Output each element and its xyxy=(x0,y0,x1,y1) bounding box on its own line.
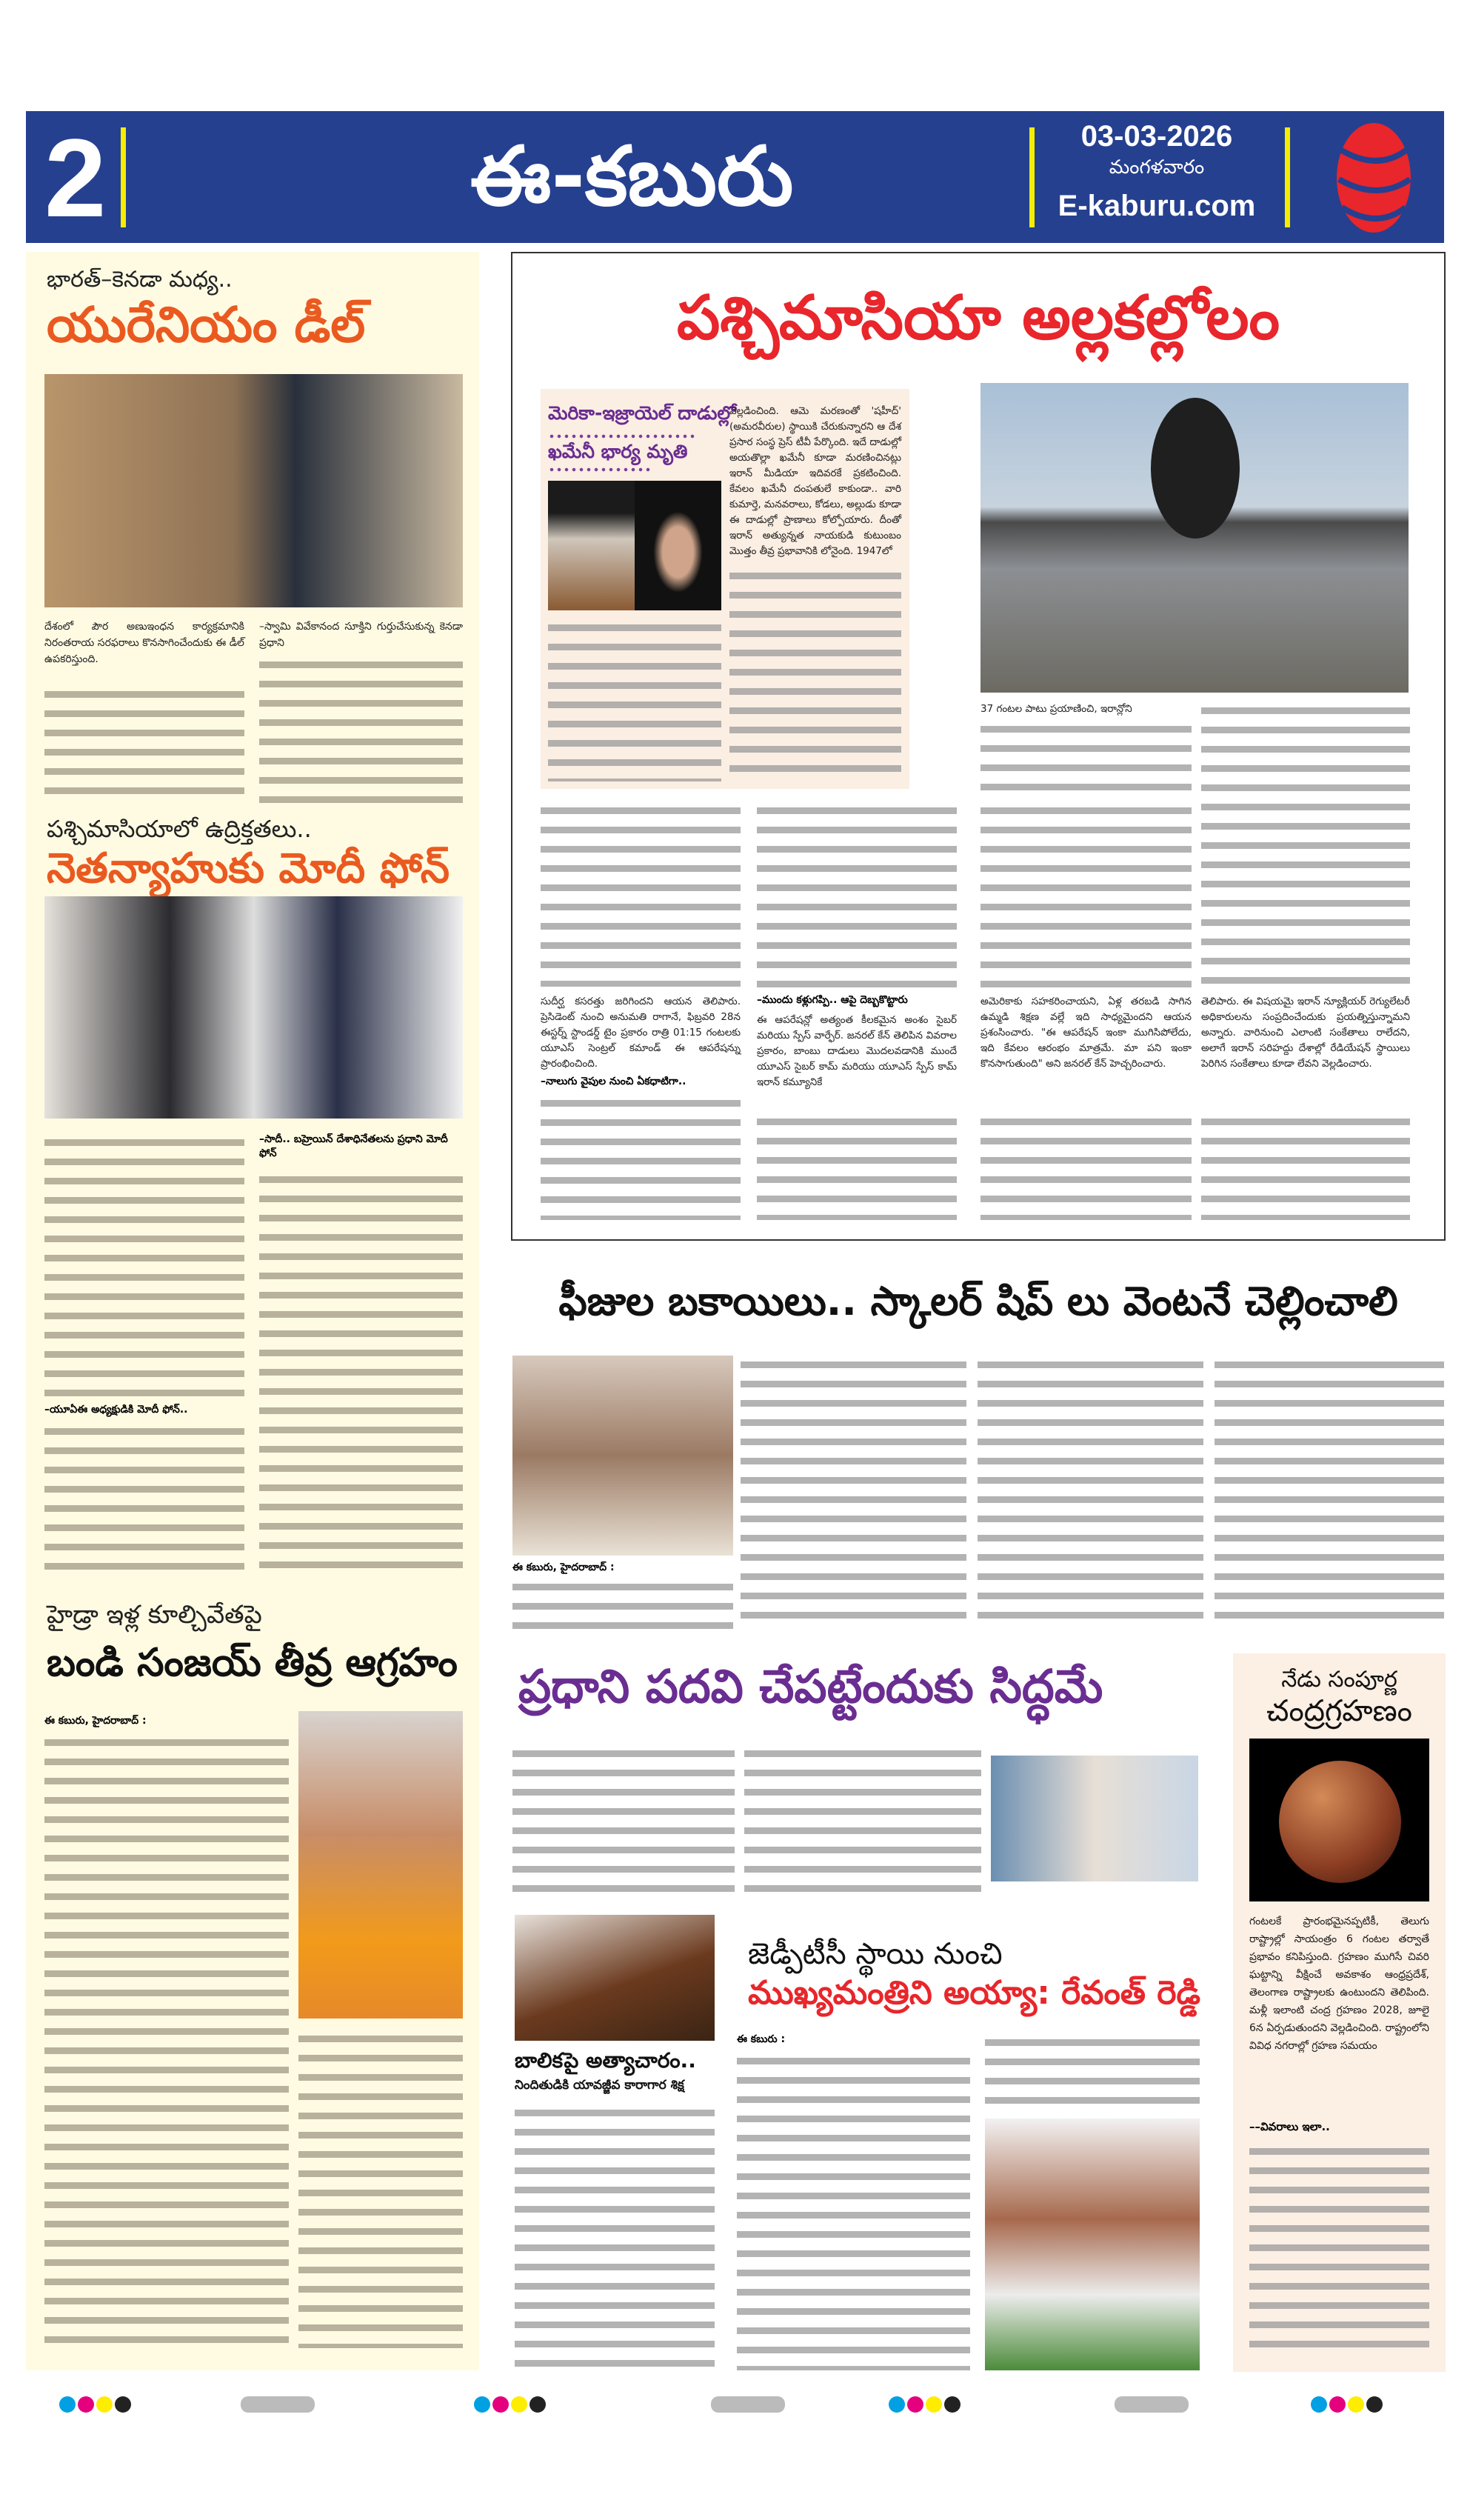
lead-headline: పశ్చిమాసియా అల్లకల్లోలం xyxy=(676,283,1280,353)
story-kicker: జెడ్పీటీసీ స్థాయి నుంచి xyxy=(748,1937,1003,1971)
article-text-block xyxy=(741,1356,966,1630)
registration-bar xyxy=(241,2396,315,2413)
brand-logo-icon xyxy=(1333,120,1414,235)
divider xyxy=(121,127,126,227)
box-text: వెల్లడించింది. ఆమె మరణంతో 'షహీద్' (అమరవీరుల) స్థాయికి చేరుకున్నారని ఆ దేశ ప్రసార సంస్థ ప్రెస్ టీవీ పేర్కొంది. ఇదే దాడుల్లో అయతొల్లా ఖమేనీ కూడా మరణించినట్లు ఇరాన్ మీడియా ఇదివరకే ప్రకటించింది. కేవలం ఖమేనీ దంపతులే కాకుండా.. వారి కుమార్తె, మనవరాలు, కోడలు, అల్లుడు కూడా ఈ దాడుల్లో ప్రాణాలు కోల్పోయారు. దీంతో ఇరాన్ అత్యున్నత నాయకుడి కుటుంబం మొత్తం తీవ్ర ప్రభావానికి లోనైంది. 1947లో xyxy=(729,405,901,557)
article-text-block xyxy=(298,2030,463,2348)
article-text-block xyxy=(1249,2142,1429,2357)
divider xyxy=(1285,127,1290,227)
page-number: 2 xyxy=(44,116,107,240)
lead-story-box xyxy=(511,252,1446,1241)
divider xyxy=(1029,127,1035,227)
article-text-block xyxy=(978,1356,1203,1630)
article-text-block xyxy=(259,656,463,804)
registration-bar xyxy=(711,2396,785,2413)
article-text-block xyxy=(515,2104,715,2370)
article-text-block xyxy=(541,1094,741,1220)
box-headline: చంద్రగ్రహణం xyxy=(1266,1694,1412,1728)
photo-smoke-over-city xyxy=(980,383,1409,693)
box-headline: ఖమేనీ భార్య మృతి xyxy=(548,441,688,462)
article-text-block xyxy=(980,1113,1192,1220)
registration-marks xyxy=(1311,2396,1385,2413)
dateline: ఈ కబురు : xyxy=(737,2033,786,2045)
article-text-block xyxy=(1201,701,1410,994)
smoke-plume xyxy=(1151,398,1240,539)
article-text-block xyxy=(737,2052,970,2370)
photo-caption: 37 గంటల పాటు ప్రయాణించి, ఇరాన్లోని xyxy=(980,703,1132,715)
article-subhead: –నాలుగు వైపుల నుంచి ఏకధాటిగా.. xyxy=(541,1076,686,1087)
article-text-block xyxy=(1201,1113,1410,1220)
moon xyxy=(1279,1761,1401,1883)
story-kicker: పశ్చిమాసియాలో ఉద్రిక్తతలు.. xyxy=(47,815,312,843)
article-text-block xyxy=(44,1422,244,1578)
article-text-block xyxy=(744,1744,981,1893)
story-kicker: భారత్–కెనడా మధ్య.. xyxy=(47,267,233,293)
dateline: ఈ కబురు, హైదరాబాద్ : xyxy=(512,1561,615,1573)
article-text: –స్వామి వివేకానంద సూక్తిని గుర్తుచేసుకున్న కెనడా ప్రధాని xyxy=(259,621,463,649)
photo-khamenei-wife xyxy=(635,481,721,610)
story-headline: నెతన్యాహుకు మోదీ ఫోన్ xyxy=(47,844,450,893)
article-text-block xyxy=(757,801,957,990)
article-text: ఈ ఆపరేషన్లో అత్యంత కీలకమైన అంశం సైబర్ మరియు స్పేస్ వార్ఫేర్. జనరల్ కేన్ తెలిపిన వివరాల ప్రకారం, బాంబు దాడులు మొదలవడానికి ముందే యూఎస్ సైబర్ కామ్ మరియు యూఎస్ స్పేస్ కామ్ ఇరాన్ కమ్యూనికే xyxy=(757,1014,957,1088)
article-text: అమెరికాకు సహకరించాయని, ఏళ్ల తరబడి సాగిన ఉమ్మడి శిక్షణ వల్లే ఇది సాధ్యమైందని ఆయన ప్రశంసించారు. "ఈ ఆపరేషన్ ఇంకా ముగిసిపోలేదు, ఇది కేవలం ఆరంభం మాత్రమే. మా పని ఇంకా కొనసాగుతుంది" అని జనరల్ కేన్ హెచ్చరించారు. xyxy=(980,996,1192,1070)
article-subhead: –యూఏఈ అధ్యక్షుడికి మోదీ ఫోన్.. xyxy=(44,1404,188,1416)
photo-khamenei xyxy=(548,481,635,610)
registration-bar xyxy=(1115,2396,1189,2413)
photo-modi-carney xyxy=(44,374,463,607)
story-headline: బాలికపై అత్యాచారం.. xyxy=(515,2048,696,2073)
article-text: తెలిపారు. ఈ విషయమై ఇరాన్ న్యూక్లియర్ రెగ్యులేటరీ అధికారులను సంప్రదించేందుకు ప్రయత్నిస్తున్నామని అన్నారు. వారినుంచి ఎలాంటి సంకేతాలు రాలేదని, అలాగే ఇరాన్ సరిహద్దు దేశాల్లో రేడియేషన్ స్థాయిలు పెరిగిన సంకేతాలు కూడా లేవని వెల్లడించారు. xyxy=(1201,996,1410,1070)
box-kicker: నేడు సంపూర్ణ xyxy=(1281,1667,1397,1693)
story-headline: బండి సంజయ్ తీవ్ర ఆగ్రహం xyxy=(47,1641,458,1685)
article-text-block xyxy=(757,1113,957,1220)
article-text-block xyxy=(512,1578,733,1630)
photo-lunar-eclipse xyxy=(1249,1739,1429,1901)
story-headline: యురేనియం డీల్ xyxy=(47,296,366,353)
registration-marks xyxy=(889,2396,963,2413)
story-headline: ప్రధాని పదవి చేపట్టేందుకు సిద్ధమే xyxy=(518,1659,1103,1713)
issue-date: 03-03-2026 xyxy=(1080,120,1233,153)
article-subhead: –ముందు కళ్లుగప్పి.. ఆపై దెబ్బకొట్టారు xyxy=(757,994,908,1006)
khamenei-box xyxy=(541,389,909,789)
article-text-block xyxy=(259,1170,463,1578)
article-text: సుదీర్ఘ కసరత్తు జరిగిందని ఆయన తెలిపారు. ప్రెసిడెంట్ నుంచి అనుమతి రాగానే, ఫిబ్రవరి 28న ఈస్టర్న్ స్టాండర్డ్ టైం ప్రకారం రాత్రి 01:15 గంటలకు యూఎస్ సెంట్రల్ కమాండ్ ఈ ఆపరేషన్ను ప్రారంభించింది. xyxy=(541,996,741,1070)
article-text-block xyxy=(729,567,901,781)
box-text: గంటలకే ప్రారంభమైనప్పటికీ, తెలుగు రాష్ట్రాల్లో సాయంత్రం 6 గంటల తర్వాతే ప్రభావం కనిపిస్తుంది. గ్రహణం ముగిసే చివరి ఘట్టాన్ని వీక్షించే అవకాశం ఆంధ్రప్రదేశ్, తెలంగాణ రాష్ట్రాలకు ఉంటుందని తెలిపింది. మళ్లీ ఇలాంటి చంద్ర గ్రహణం 2028, జూలై 6న ఏర్పడుతుందని వెల్లడించింది. రాష్ట్రంలోని వివిధ నగరాల్లో గ్రహణ సమయం xyxy=(1249,1916,1429,2052)
photo-student-leaders xyxy=(512,1356,733,1556)
article-text-block xyxy=(44,1733,289,2348)
story-kicker: హైడ్రా ఇళ్ల కూల్చివేతపై xyxy=(47,1600,262,1630)
story-subhead: నిందితుడికి యావజ్జీవ కారాగార శిక్ష xyxy=(515,2078,684,2093)
photo-gavel xyxy=(515,1915,715,2041)
dateline: ఈ కబురు, హైదరాబాద్ : xyxy=(44,1715,147,1727)
article-text-block xyxy=(541,801,741,987)
ornament-divider xyxy=(548,467,652,473)
left-column xyxy=(26,252,479,2370)
article-text-block xyxy=(512,1744,735,1893)
ornament-divider xyxy=(548,433,696,439)
article-text-block xyxy=(985,2033,1200,2107)
photo-bandi-sanjay xyxy=(298,1711,463,2019)
article-subhead: –సాదీ.. బహ్రెయిన్ దేశాధినేతలను ప్రధాని మోదీ ఫోన్ xyxy=(259,1133,448,1159)
eclipse-box xyxy=(1233,1653,1446,2372)
story-headline: ముఖ్యమంత్రిని అయ్యా: రేవంత్ రెడ్డి xyxy=(748,1974,1200,2012)
box-headline: మెరికా-ఇజ్రాయెల్ దాడుల్లో xyxy=(548,402,737,424)
registration-marks xyxy=(59,2396,133,2413)
registration-marks xyxy=(474,2396,548,2413)
box-subhead: ––వివరాలు ఇలా.. xyxy=(1249,2120,1330,2133)
article-text-block xyxy=(980,801,1192,990)
article-text-block xyxy=(980,720,1192,794)
website-link[interactable]: E-kaburu.com xyxy=(1058,190,1256,222)
article-text-block xyxy=(44,1133,244,1400)
article-text-block xyxy=(44,685,244,804)
photo-revanth-reddy xyxy=(985,2119,1200,2370)
photo-rahul-gandhi xyxy=(991,1756,1198,1881)
story-headline: ఫీజుల బకాయిలు.. స్కాలర్ షిప్ లు వెంటనే చెల్లించాలి xyxy=(558,1278,1398,1324)
dateline-block xyxy=(1042,111,1272,243)
masthead xyxy=(26,111,1444,243)
article-text-block xyxy=(1215,1356,1444,1630)
weekday: మంగళవారం xyxy=(1109,156,1205,179)
photo-modi-netanyahu xyxy=(44,896,463,1119)
article-text-block xyxy=(548,619,721,781)
newspaper-logo: ఈ-కబురు xyxy=(470,129,794,224)
article-text: దేశంలో పౌర అణుఇంధన కార్యక్రమానికి నిరంతరాయ సరఫరాలు కొనసాగించేందుకు ఈ డీల్ ఉపకరిస్తుంది. xyxy=(44,621,244,665)
